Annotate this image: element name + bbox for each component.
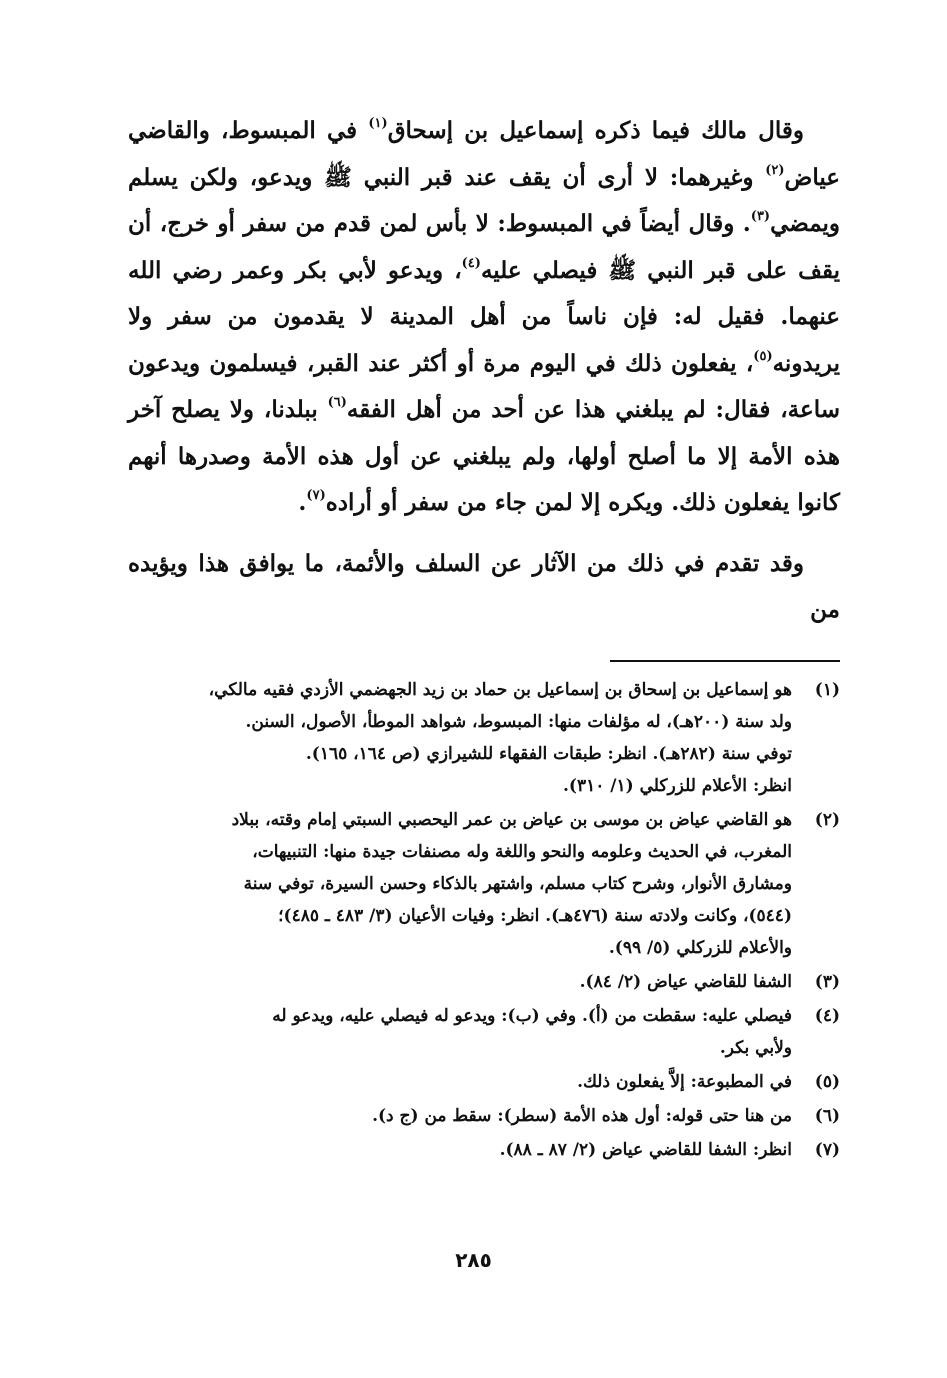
main-text-segment: . (298, 489, 307, 516)
footnote-line: من هنا حتى قوله: أول هذه الأمة (سطر): سقط من (ج د). (372, 1105, 792, 1126)
footnote-line: ولد سنة (٢٠٠هـ)، له مؤلفات منها: المبسوط، شواهد الموطأ، الأصول، السنن. (245, 711, 792, 732)
footnote-line: ومشارق الأنوار، وشرح كتاب مسلم، واشتهر بالذكاء وحسن السيرة، توفي سنة (243, 873, 792, 894)
footnote-number: (٦) (814, 1105, 840, 1126)
main-paragraph-2: وقد تقدم في ذلك من الآثار عن السلف والأئمة، ما يوافق هذا ويؤيده من (128, 549, 840, 623)
footnote-text (128, 804, 792, 964)
footnote-text (128, 1100, 792, 1132)
footnote-2 (128, 804, 840, 964)
page-number: ٢٨٥ (455, 1248, 492, 1272)
main-text (128, 108, 840, 634)
footnote-line: هو إسماعيل بن إسحاق بن إسماعيل بن حماد بن زيد الجهضمي الأزدي فقيه مالكي، (208, 679, 792, 700)
footnote-number: (٥) (814, 1071, 840, 1092)
main-paragraph-1 (128, 108, 840, 527)
footnote-line: (٥٤٤)، وكانت ولادته سنة (٤٧٦هـ). انظر: وفيات الأعيان (٣/ ٤٨٣ ـ ٤٨٥)؛ (278, 905, 792, 926)
footnote-line: توفي سنة (٢٨٢هـ). انظر: طبقات الفقهاء للشيرازي (ص ١٦٤، ١٦٥). (305, 743, 792, 764)
footnote-line: هو القاضي عياض بن موسى بن عياض بن عمر اليحصبي السبتي إمام وقته، ببلاد (231, 809, 792, 830)
footnote-line: انظر: الشفا للقاضي عياض (٢/ ٨٧ ـ ٨٨). (499, 1139, 792, 1160)
footnote-number: (٧) (814, 1139, 840, 1160)
footnote-line: في المطبوعة: إلاَّ يفعلون ذلك. (577, 1071, 792, 1092)
footnote-1 (128, 674, 840, 802)
main-text-segment: وقال مالك فيما ذكره إسماعيل بن إسحاق (387, 117, 805, 144)
footnote-ref-1[interactable]: (١) (368, 116, 388, 132)
footnote-line: الشفا للقاضي عياض (٢/ ٨٤). (579, 971, 792, 992)
footnote-7 (128, 1134, 840, 1166)
footnote-ref-7[interactable]: (٧) (306, 488, 326, 504)
footnote-number: (٤) (814, 1005, 840, 1026)
footnote-text (128, 966, 792, 998)
footnote-line: والأعلام للزركلي (٥/ ٩٩). (608, 937, 792, 958)
footnote-ref-5[interactable]: (٥) (753, 348, 773, 364)
footnote-ref-6[interactable]: (٦) (327, 395, 347, 411)
main-text-segment: ببلدنا، ولا يصلح آخر هذه الأمة إلا ما أصلح أولها، ولم يبلغني عن أول هذه الأمة وصدرها أنهم كانوا يفعلون ذلك. ويكره إلا لمن جاء من سفر أو أراده (128, 396, 840, 516)
main-text-segment: ، ويدعو لأبي بكر وعمر رضي الله عنهما. فقيل له: فإن ناساً من أهل المدينة لا يقدمون من سفر ولا يريدونه (128, 256, 840, 377)
footnote-text (128, 1066, 792, 1098)
footnote-line: ولأبي بكر. (719, 1037, 792, 1058)
footnote-ref-3[interactable]: (٣) (750, 209, 771, 225)
footnote-5 (128, 1066, 840, 1098)
main-text-segment: ، يفعلون ذلك في اليوم مرة أو أكثر عند القبر، فيسلمون ويدعون ساعة، فقال: لم يبلغني هذا عن أحد من أهل الفقه (128, 349, 840, 423)
footnote-text (128, 1000, 792, 1064)
footnote-6 (128, 1100, 840, 1132)
main-text-segment: في المبسوط، والقاضي عياض (128, 117, 840, 191)
footnote-ref-4[interactable]: (٤) (461, 255, 481, 271)
footnote-text (128, 1134, 792, 1166)
page-content (128, 108, 840, 1168)
footnote-number: (٣) (814, 971, 840, 992)
footnote-number: (١) (814, 679, 840, 700)
main-text-segment: . وقال أيضاً في المبسوط: لا بأس لمن قدم من سفر أو خرج، أن يقف على قبر النبي ﷺ فيصلي عليه (128, 210, 840, 284)
main-text-segment: وغيرهما: لا أرى أن يقف عند قبر النبي ﷺ ويدعو، ولكن يسلم ويمضي (128, 163, 840, 237)
footnote-line: فيصلي عليه: سقطت من (أ). وفي (ب): ويدعو له فيصلي عليه، ويدعو له (272, 1005, 792, 1026)
footnote-divider (610, 660, 840, 662)
footnote-line: انظر: الأعلام للزركلي (١/ ٣١٠). (562, 775, 792, 796)
footnote-line: المغرب، في الحديث وعلومه والنحو واللغة وله مصنفات جيدة منها: التنبيهات، (252, 841, 792, 862)
footnote-number: (٢) (814, 809, 840, 830)
footnotes-list (128, 674, 840, 1166)
footnote-ref-2[interactable]: (٢) (765, 162, 785, 178)
footnote-4 (128, 1000, 840, 1064)
footnote-text (128, 674, 792, 802)
footnote-3 (128, 966, 840, 998)
